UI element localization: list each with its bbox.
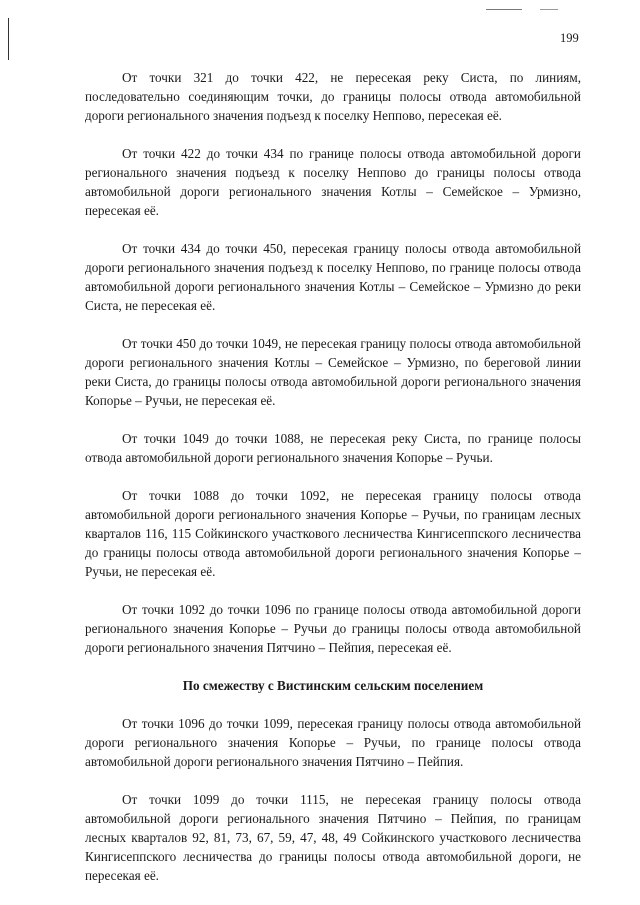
page-number: 199 — [560, 31, 579, 45]
scan-margin-line — [8, 18, 9, 60]
document-body — [85, 68, 581, 885]
scan-top-line — [486, 9, 522, 10]
paragraph-8: От точки 1096 до точки 1099, пересекая границу полосы отвода автомобильной дороги регионального значения Копорье – Ручьи, по границе полосы отвода автомобильной дороги регионального значения Пятчино – Пейпия. — [85, 716, 581, 769]
paragraph-4: От точки 450 до точки 1049, не пересекая границу полосы отвода автомобильной дороги регионального значения Котлы – Семейское – Урмизно, по береговой линии реки Систа, до границы полосы отвода автомобильной дороги регионального значения Копорье – Ручьи, не пересекая её. — [85, 336, 581, 408]
paragraph-9: От точки 1099 до точки 1115, не пересекая границу полосы отвода автомобильной дороги регионального значения Пятчино – Пейпия, по границам лесных кварталов 92, 81, 73, 67, 59, 47, 48, 49 Сойкинского участкового лесничества Кингисеппского лесничества до границы полосы отвода автомобильной дороги, не пересекая её. — [85, 792, 581, 883]
paragraph-5: От точки 1049 до точки 1088, не пересекая реку Систа, по границе полосы отвода автомобильной дороги регионального значения Копорье – Ручьи. — [85, 431, 581, 465]
paragraph-3: От точки 434 до точки 450, пересекая границу полосы отвода автомобильной дороги регионального значения подъезд к поселку Неппово, по границе полосы отвода автомобильной дороги регионального значения Котлы – Семейское – Урмизно до реки Систа, не пересекая её. — [85, 241, 581, 313]
paragraph-6: От точки 1088 до точки 1092, не пересекая границу полосы отвода автомобильной дороги регионального значения Копорье – Ручьи, по границам лесных кварталов 116, 115 Сойкинского участкового лесничества Кингисеппского лесничества до границы полосы отвода автомобильной дороги регионального значения Копорье – Ручьи, не пересекая её. — [85, 488, 581, 579]
paragraph-1: От точки 321 до точки 422, не пересекая реку Систа, по линиям, последовательно соединяющим точки, до границы полосы отвода автомобильной дороги регионального значения подъезд к поселку Неппово, пересекая её. — [85, 70, 581, 123]
section-heading: По смежеству с Вистинским сельским поселением — [182, 678, 484, 693]
scan-top-line-short — [540, 9, 558, 10]
paragraph-2: От точки 422 до точки 434 по границе полосы отвода автомобильной дороги регионального значения подъезд к поселку Неппово до границы полосы отвода автомобильной дороги регионального значения Котлы – Семейское – Урмизно, пересекая её. — [85, 146, 581, 218]
paragraph-7: От точки 1092 до точки 1096 по границе полосы отвода автомобильной дороги регионального значения Копорье – Ручьи до границы полосы отвода автомобильной дороги регионального значения Пятчино – Пейпия, пересекая её. — [85, 602, 581, 655]
